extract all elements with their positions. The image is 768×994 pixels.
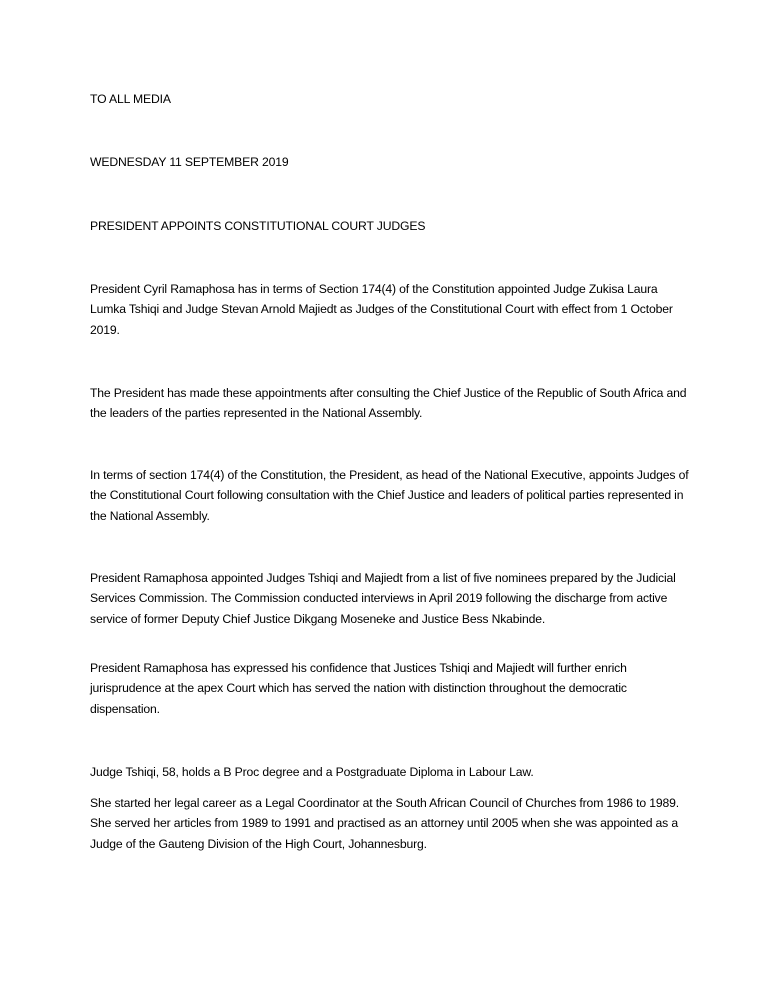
addressee-line: TO ALL MEDIA (90, 92, 171, 106)
paragraph-tshiqi-qualifications: Judge Tshiqi, 58, holds a B Proc degree and a Postgraduate Diploma in Labour Law. (90, 765, 534, 779)
paragraph-appointment: President Cyril Ramaphosa has in terms of Section 174(4) of the Constitution appointed Judge Zukisa Laura Lumka Tshiqi and Judge Stevan Arnold Majiedt as Judges of the Constitutional Court with effect from 1 October 2019. (90, 282, 673, 337)
headline: PRESIDENT APPOINTS CONSTITUTIONAL COURT JUDGES (90, 219, 426, 233)
date-line: WEDNESDAY 11 SEPTEMBER 2019 (90, 155, 289, 169)
paragraph-constitution: In terms of section 174(4) of the Constitution, the President, as head of the National Executive, appoints Judges of the Constitutional Court following consultation with the Chief Justice and leaders of political parties represented in the National Assembly. (90, 468, 689, 523)
paragraph-nominees: President Ramaphosa appointed Judges Tshiqi and Majiedt from a list of five nominees prepared by the Judicial Services Commission. The Commission conducted interviews in April 2019 following the discharge from active service of former Deputy Chief Justice Dikgang Moseneke and Justice Bess Nkabinde. (90, 571, 676, 626)
paragraph-consultation: The President has made these appointments after consulting the Chief Justice of the Republic of South Africa and the leaders of the parties represented in the National Assembly. (90, 386, 687, 421)
paragraph-tshiqi-career: She started her legal career as a Legal Coordinator at the South African Council of Churches from 1986 to 1989. She served her articles from 1989 to 1991 and practised as an attorney until 2005 when she was appointed as a Judge of the Gauteng Division of the High Court, Johannesburg. (90, 796, 680, 851)
paragraph-confidence: President Ramaphosa has expressed his confidence that Justices Tshiqi and Majiedt will further enrich jurisprudence at the apex Court which has served the nation with distinction throughout the democratic dispensation. (90, 661, 627, 716)
